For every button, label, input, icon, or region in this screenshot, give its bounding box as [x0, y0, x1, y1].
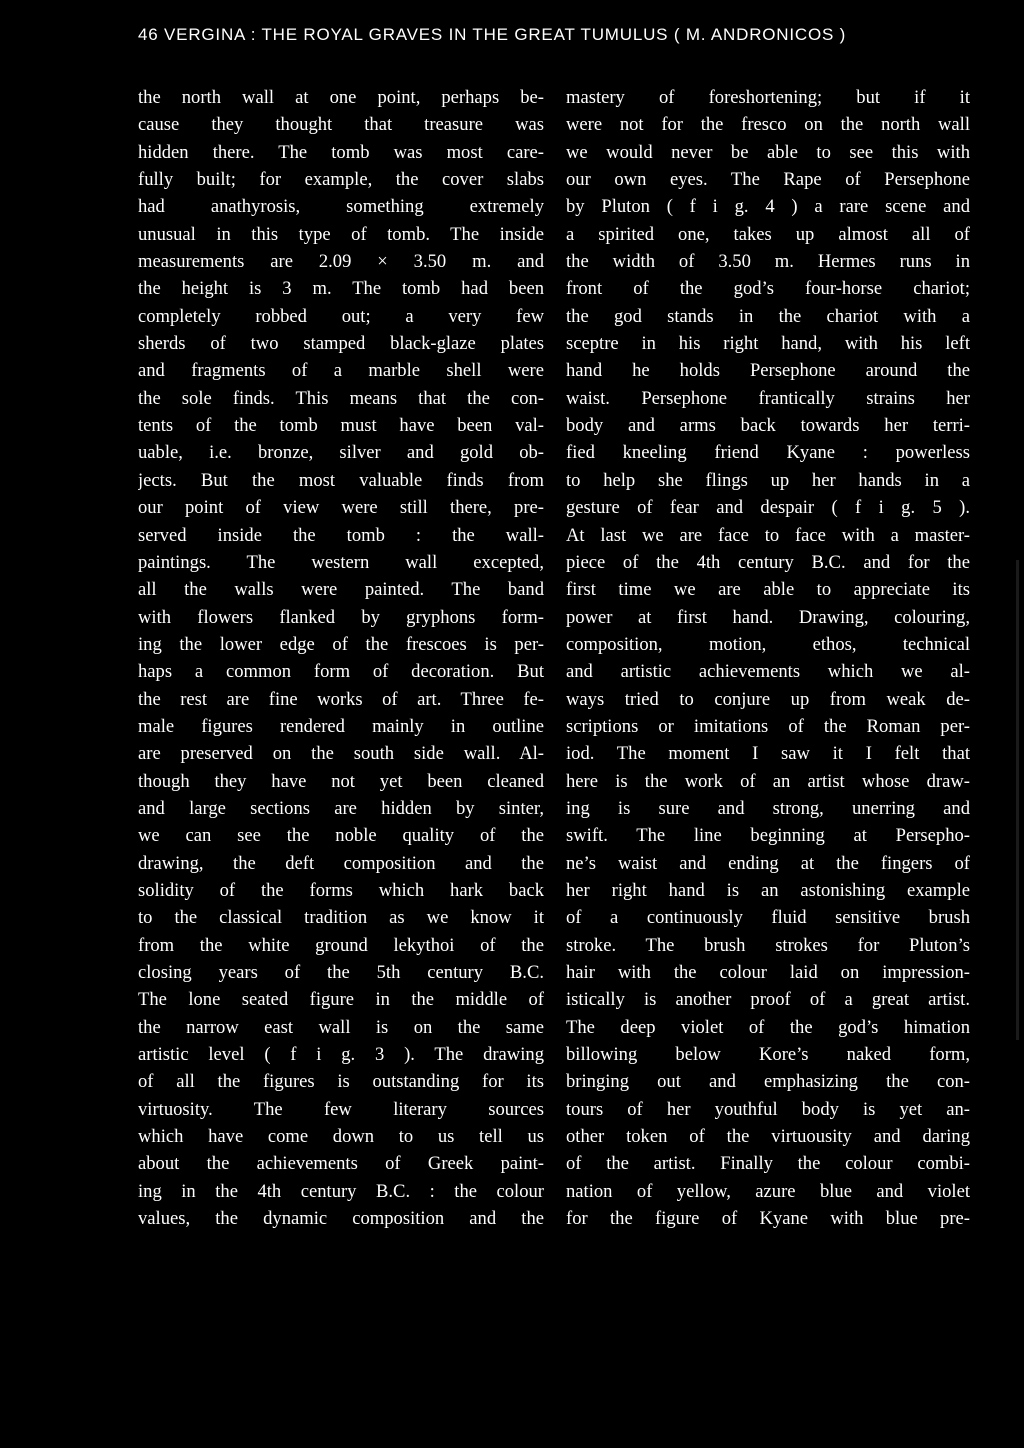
text-line: by Pluton ( f i g. 4 ) a rare scene and: [566, 196, 970, 218]
text-line: served inside the tomb : the wall-: [138, 524, 544, 546]
text-line: drawing, the deft composition and the: [138, 852, 544, 874]
text-line: fully built; for example, the cover slabs: [138, 169, 544, 191]
text-line: to help she flings up her hands in a: [566, 469, 970, 491]
text-line: are preserved on the south side wall. Al-: [138, 743, 544, 765]
text-line: the rest are fine works of art. Three fe-: [138, 688, 544, 710]
text-line: for the figure of Kyane with blue pre-: [566, 1208, 970, 1230]
text-line: though they have not yet been cleaned: [138, 770, 544, 792]
left-column-text: [138, 84, 544, 1232]
text-line: the width of 3.50 m. Hermes runs in: [566, 251, 970, 273]
left-column: [138, 84, 544, 1232]
text-line: piece of the 4th century B.C. and for the: [566, 551, 970, 573]
text-line: the sole finds. This means that the con-: [138, 387, 544, 409]
text-line: had anathyrosis, something extremely: [138, 196, 544, 218]
text-line: The lone seated figure in the middle of: [138, 989, 544, 1011]
text-line: jects. But the most valuable finds from: [138, 469, 544, 491]
scan-edge-shadow: [1016, 560, 1019, 1040]
text-line: artistic level ( f i g. 3 ). The drawing: [138, 1044, 544, 1066]
text-line: the narrow east wall is on the same: [138, 1016, 544, 1038]
right-column-text: [566, 84, 970, 1232]
text-line: stroke. The brush strokes for Pluton’s: [566, 934, 970, 956]
text-line: the north wall at one point, perhaps be-: [138, 87, 544, 108]
text-line: other token of the virtuousity and daring: [566, 1126, 970, 1148]
text-line: swift. The line beginning at Persepho-: [566, 825, 970, 847]
text-line: paintings. The western wall excepted,: [138, 551, 544, 573]
text-line: front of the god’s four-horse chariot;: [566, 278, 970, 300]
text-line: body and arms back towards her terri-: [566, 415, 970, 437]
text-line: we can see the noble quality of the: [138, 825, 544, 847]
text-line: unusual in this type of tomb. The inside: [138, 223, 544, 245]
text-line: waist. Persephone frantically strains her: [566, 387, 970, 409]
text-line: billowing below Kore’s naked form,: [566, 1044, 970, 1066]
text-line: and fragments of a marble shell were: [138, 360, 544, 382]
text-line: nation of yellow, azure blue and violet: [566, 1180, 970, 1202]
text-line: The deep violet of the god’s himation: [566, 1016, 970, 1038]
text-line: and large sections are hidden by sinter,: [138, 797, 544, 819]
text-line: about the achievements of Greek paint-: [138, 1153, 544, 1175]
text-line: uable, i.e. bronze, silver and gold ob-: [138, 442, 544, 464]
text-line: istically is another proof of a great artist.: [566, 989, 970, 1011]
text-line: power at first hand. Drawing, colouring,: [566, 606, 970, 628]
running-title: VERGINA : THE ROYAL GRAVES IN THE GREAT TUMULUS: [164, 25, 669, 44]
text-line: haps a common form of decoration. But: [138, 661, 544, 683]
text-line: hair with the colour laid on impression-: [566, 962, 970, 983]
text-line: virtuosity. The few literary sources: [138, 1098, 544, 1120]
text-line: her right hand is an astonishing example: [566, 879, 970, 901]
text-line: ing the lower edge of the frescoes is per-: [138, 633, 544, 655]
text-line: first time we are able to appreciate its: [566, 579, 970, 601]
text-line: here is the work of an artist whose draw-: [566, 770, 970, 792]
text-line: which have come down to us tell us: [138, 1126, 544, 1148]
text-line: fied kneeling friend Kyane : powerless: [566, 442, 970, 464]
text-line: sherds of two stamped black-glaze plates: [138, 333, 544, 355]
text-line: ing in the 4th century B.C. : the colour: [138, 1180, 544, 1202]
text-line: of a continuously fluid sensitive brush: [566, 907, 970, 929]
text-line: our point of view were still there, pre-: [138, 497, 544, 519]
text-line: ing is sure and strong, unerring and: [566, 797, 970, 819]
page-number: 46: [138, 25, 159, 44]
text-line: the height is 3 m. The tomb had been: [138, 278, 544, 300]
text-line: ways tried to conjure up from weak de-: [566, 688, 970, 710]
text-line: mastery of foreshortening; but if it: [566, 87, 970, 108]
text-line: closing years of the 5th century B.C.: [138, 962, 544, 983]
text-line: our own eyes. The Rape of Persephone: [566, 169, 970, 191]
text-line: to the classical tradition as we know it: [138, 907, 544, 929]
text-line: composition, motion, ethos, technical: [566, 633, 970, 655]
text-line: sceptre in his right hand, with his left: [566, 333, 970, 355]
text-line: cause they thought that treasure was: [138, 114, 544, 136]
text-line: hand he holds Persephone around the: [566, 360, 970, 382]
text-line: a spirited one, takes up almost all of: [566, 223, 970, 245]
text-line: completely robbed out; a very few: [138, 305, 544, 327]
text-line: we would never be able to see this with: [566, 141, 970, 163]
text-line: measurements are 2.09 × 3.50 m. and: [138, 251, 544, 273]
text-line: from the white ground lekythoi of the: [138, 934, 544, 956]
text-line: of the artist. Finally the colour combi-: [566, 1153, 970, 1175]
text-line: of all the figures is outstanding for its: [138, 1071, 544, 1093]
text-line: all the walls were painted. The band: [138, 579, 544, 601]
text-line: At last we are face to face with a master-: [566, 524, 970, 546]
text-line: solidity of the forms which hark back: [138, 879, 544, 901]
text-line: values, the dynamic composition and the: [138, 1208, 544, 1230]
text-line: were not for the fresco on the north wall: [566, 114, 970, 136]
text-line: tents of the tomb must have been val-: [138, 415, 544, 437]
text-line: male figures rendered mainly in outline: [138, 715, 544, 737]
text-line: tours of her youthful body is yet an-: [566, 1098, 970, 1120]
text-line: with flowers flanked by gryphons form-: [138, 606, 544, 628]
text-line: iod. The moment I saw it I felt that: [566, 743, 970, 765]
text-line: and artistic achievements which we al-: [566, 661, 970, 683]
text-line: ne’s waist and ending at the fingers of: [566, 852, 970, 874]
text-line: the god stands in the chariot with a: [566, 305, 970, 327]
running-head: [138, 24, 968, 46]
text-line: bringing out and emphasizing the con-: [566, 1071, 970, 1093]
right-column: [566, 84, 970, 1232]
author-credit: ( M. ANDRONICOS ): [673, 25, 847, 44]
text-line: gesture of fear and despair ( f i g. 5 ).: [566, 497, 970, 519]
text-line: scriptions or imitations of the Roman per-: [566, 715, 970, 737]
text-line: hidden there. The tomb was most care-: [138, 141, 544, 163]
